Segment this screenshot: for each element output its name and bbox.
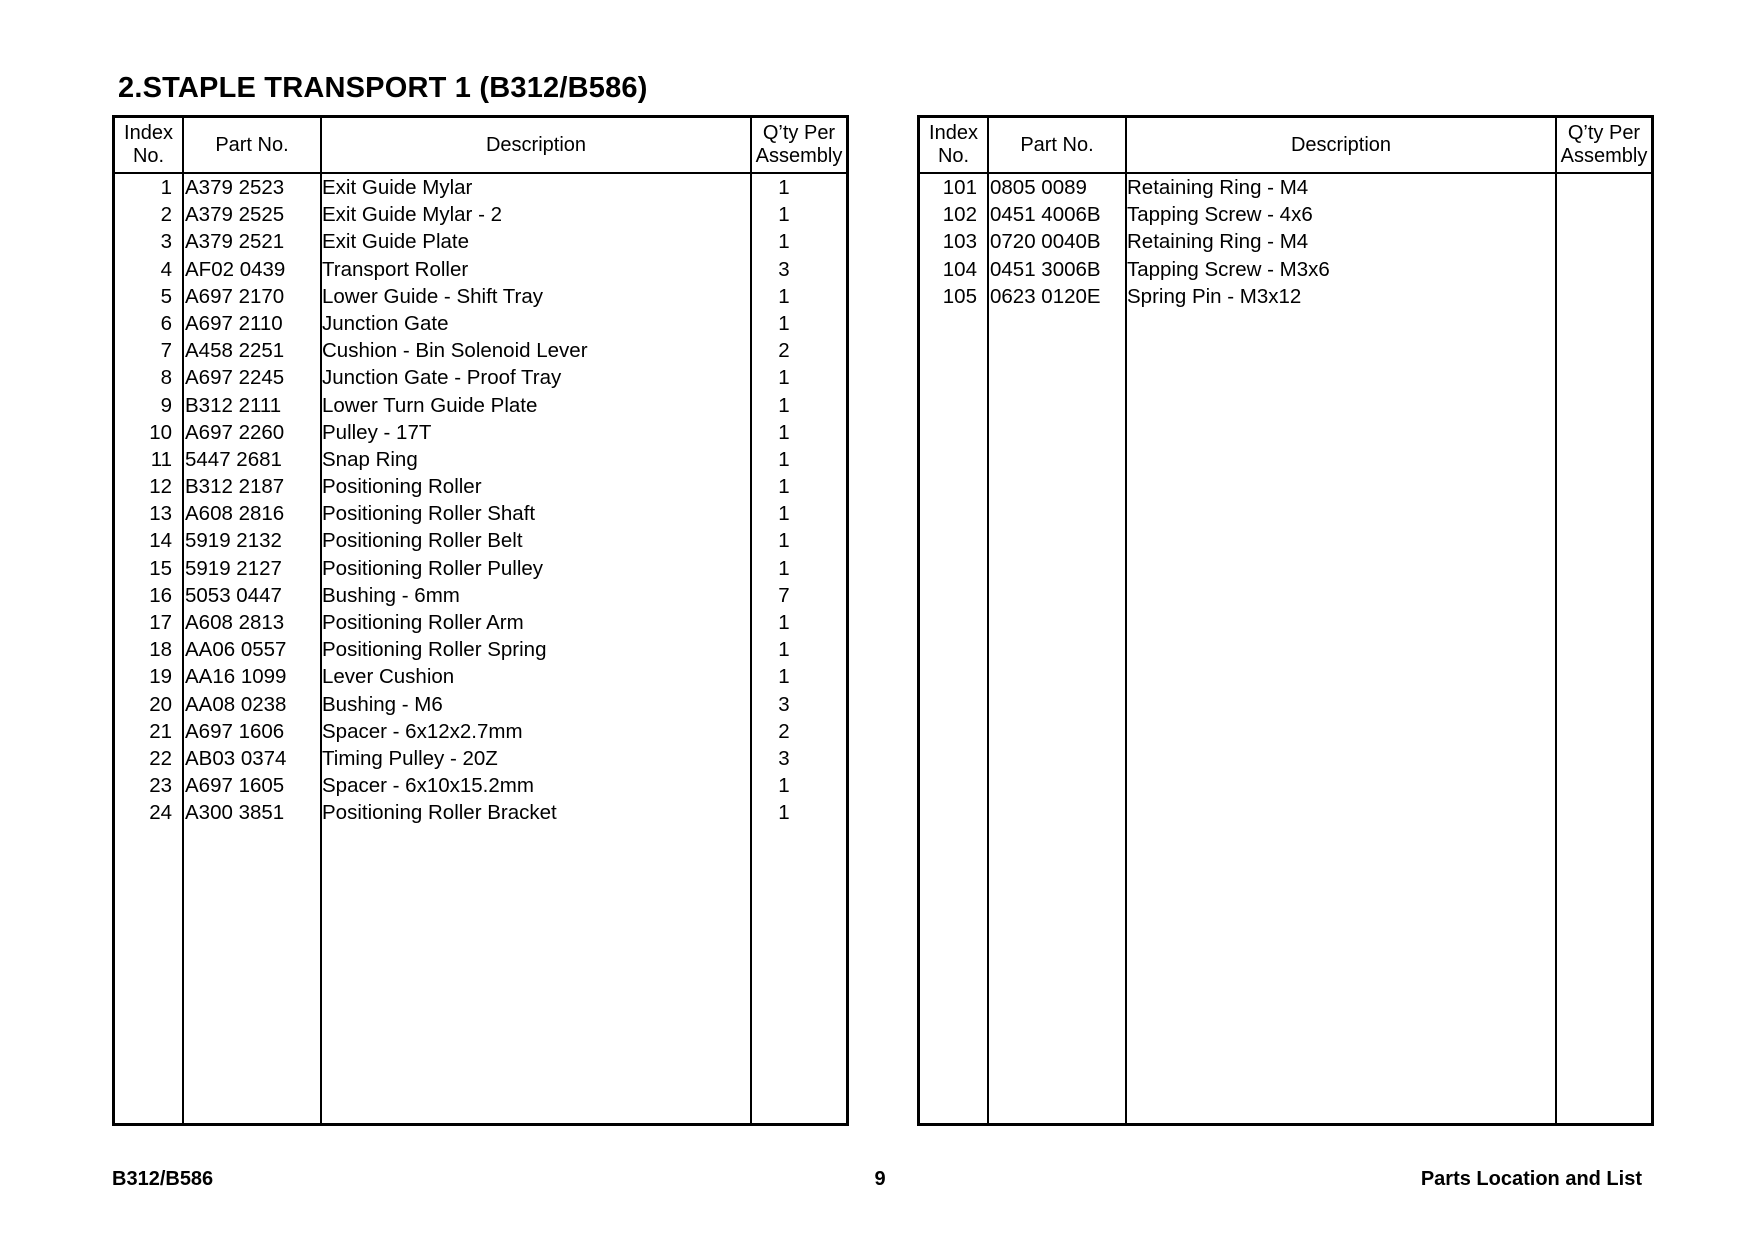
table-row [115, 337, 846, 364]
row-index: 101 [942, 176, 977, 199]
row-part-no: 5447 2681 [185, 447, 282, 471]
row-part-no: 0451 3006B [990, 257, 1101, 281]
header-index [115, 118, 182, 172]
row-index: 5 [160, 284, 172, 308]
row-qty: 1 [778, 176, 790, 199]
row-description: Spring Pin - M3x12 [1127, 284, 1302, 308]
row-description: Positioning Roller Pulley [322, 556, 544, 580]
table-header [920, 118, 1651, 174]
row-description: Lever Cushion [322, 665, 455, 689]
row-part-no: A697 1606 [185, 719, 285, 743]
table-row [115, 691, 846, 718]
header-qty-line2: Assembly [755, 145, 843, 167]
row-description: Exit Guide Mylar [322, 176, 473, 199]
table-row [115, 419, 846, 446]
row-index: 103 [942, 230, 977, 254]
header-index-line2: No. [132, 145, 165, 167]
table-row [115, 392, 846, 419]
row-description: Positioning Roller [322, 475, 482, 499]
table-row [115, 745, 846, 772]
row-description: Bushing - M6 [322, 692, 443, 716]
table-row [115, 446, 846, 473]
row-part-no: AA08 0238 [185, 692, 287, 716]
row-index: 4 [160, 257, 172, 281]
table-row [115, 609, 846, 636]
row-part-no: A379 2521 [185, 230, 285, 254]
row-description: Positioning Roller Shaft [322, 502, 536, 526]
table-row [115, 473, 846, 500]
row-index: 18 [149, 638, 172, 662]
row-qty: 1 [778, 638, 790, 662]
row-part-no: 5919 2132 [185, 529, 282, 553]
row-index: 105 [942, 284, 977, 308]
header-index-line2: No. [937, 145, 970, 167]
row-qty: 1 [778, 529, 790, 553]
table-row [920, 201, 1651, 228]
row-qty [1560, 174, 1618, 201]
row-index: 102 [942, 203, 977, 227]
row-part-no: A608 2816 [185, 502, 285, 526]
table-row [920, 283, 1651, 310]
row-description: Retaining Ring - M4 [1127, 230, 1309, 254]
header-qty-line2: Assembly [1560, 145, 1648, 167]
row-part-no: 5919 2127 [185, 556, 282, 580]
table-row [115, 201, 846, 228]
row-description: Lower Guide - Shift Tray [322, 284, 544, 308]
row-description: Retaining Ring - M4 [1127, 176, 1309, 199]
row-part-no: 0451 4006B [990, 203, 1101, 227]
row-index: 6 [160, 311, 172, 335]
row-qty: 3 [778, 257, 790, 281]
row-qty [1560, 283, 1618, 310]
table-row [115, 799, 846, 826]
row-part-no: 5053 0447 [185, 583, 282, 607]
row-index: 104 [942, 257, 977, 281]
row-qty: 1 [778, 502, 790, 526]
parts-table-right [917, 115, 1654, 1126]
row-description: Cushion - Bin Solenoid Lever [322, 339, 588, 363]
row-qty: 1 [778, 774, 790, 798]
row-description: Timing Pulley - 20Z [322, 746, 498, 770]
row-index: 22 [149, 746, 172, 770]
table-row [920, 228, 1651, 255]
row-qty: 3 [778, 692, 790, 716]
row-qty: 1 [778, 420, 790, 444]
header-index-line1: Index [929, 122, 978, 144]
footer-model: B312/B586 [112, 1168, 214, 1190]
table-header [115, 118, 846, 174]
row-qty: 1 [778, 611, 790, 634]
header-index-line1: Index [124, 122, 173, 144]
header-qty-line1: Q’ty Per [1567, 122, 1641, 144]
table-row [115, 555, 846, 582]
row-description: Positioning Roller Spring [322, 638, 547, 662]
table-row [115, 772, 846, 799]
row-index: 12 [149, 475, 172, 499]
table-row [115, 174, 846, 201]
row-index: 10 [149, 420, 172, 444]
row-index: 7 [160, 339, 172, 363]
row-qty: 2 [778, 719, 790, 743]
row-qty [1560, 256, 1618, 283]
row-part-no: A697 2110 [185, 311, 283, 335]
row-index: 24 [149, 801, 172, 825]
row-index: 20 [149, 692, 172, 716]
footer-section: Parts Location and List [1420, 1168, 1642, 1190]
table-row [115, 718, 846, 745]
row-part-no: B312 2187 [185, 475, 285, 499]
row-qty: 1 [778, 311, 790, 335]
parts-table-left [112, 115, 849, 1126]
row-part-no: A379 2525 [185, 203, 285, 227]
header-qty-line1: Q’ty Per [762, 122, 836, 144]
page-title: 2.STAPLE TRANSPORT 1 (B312/B586) [118, 72, 648, 104]
table-row [115, 663, 846, 690]
row-description: Snap Ring [322, 447, 418, 471]
row-index: 15 [149, 556, 172, 580]
table-row [115, 500, 846, 527]
row-description: Pulley - 17T [322, 420, 432, 444]
row-description: Exit Guide Plate [322, 230, 469, 254]
row-qty: 1 [778, 447, 790, 471]
table-row [115, 256, 846, 283]
row-qty: 3 [778, 746, 790, 770]
row-index: 19 [149, 665, 172, 689]
row-description: Tapping Screw - M3x6 [1127, 257, 1330, 281]
row-part-no: A379 2523 [185, 176, 285, 199]
table-row [115, 364, 846, 391]
row-qty: 7 [778, 583, 790, 607]
row-description: Spacer - 6x10x15.2mm [322, 774, 534, 798]
row-index: 13 [149, 502, 172, 526]
row-index: 14 [149, 529, 172, 553]
row-qty: 1 [778, 366, 790, 390]
row-part-no: AA06 0557 [185, 638, 287, 662]
row-qty: 1 [778, 230, 790, 254]
row-index: 11 [150, 447, 172, 471]
row-index: 3 [160, 230, 172, 254]
table-row [115, 527, 846, 554]
row-qty: 1 [778, 475, 790, 499]
row-part-no: A697 2170 [185, 284, 285, 308]
row-part-no: AF02 0439 [185, 257, 286, 281]
row-part-no: A300 3851 [185, 801, 285, 825]
row-index: 1 [160, 176, 172, 199]
row-qty: 1 [778, 801, 790, 825]
row-part-no: A697 1605 [185, 774, 285, 798]
header-part-no: Part No. [1020, 133, 1094, 156]
table-row [920, 174, 1651, 201]
row-description: Positioning Roller Belt [322, 529, 523, 553]
row-description: Exit Guide Mylar - 2 [322, 203, 502, 227]
header-description: Description [485, 133, 587, 156]
row-part-no: A458 2251 [185, 339, 285, 363]
row-index: 16 [149, 583, 172, 607]
row-description: Bushing - 6mm [322, 583, 460, 607]
row-description: Positioning Roller Bracket [322, 801, 557, 825]
table-body [115, 174, 846, 827]
row-part-no: AA16 1099 [185, 665, 287, 689]
row-index: 17 [149, 611, 172, 634]
row-qty: 1 [778, 284, 790, 308]
table-body [920, 174, 1651, 310]
row-description: Transport Roller [322, 257, 469, 281]
row-index: 9 [160, 393, 172, 417]
row-qty: 1 [778, 393, 790, 417]
row-part-no: A608 2813 [185, 611, 285, 634]
footer-page-number: 9 [874, 1168, 886, 1190]
row-part-no: B312 2111 [185, 393, 282, 417]
row-index: 8 [160, 366, 172, 390]
row-qty [1560, 201, 1618, 228]
header-qty [752, 118, 846, 172]
row-index: 2 [160, 203, 172, 227]
header-index [920, 118, 987, 172]
row-qty: 1 [778, 665, 790, 689]
row-description: Spacer - 6x12x2.7mm [322, 719, 523, 743]
header-description: Description [1290, 133, 1392, 156]
row-qty: 1 [778, 203, 790, 227]
row-part-no: A697 2260 [185, 420, 285, 444]
row-description: Lower Turn Guide Plate [322, 393, 538, 417]
row-qty: 1 [778, 556, 790, 580]
table-row [115, 283, 846, 310]
row-description: Tapping Screw - 4x6 [1127, 203, 1313, 227]
row-description: Positioning Roller Arm [322, 611, 524, 634]
row-description: Junction Gate [322, 311, 449, 335]
row-part-no: 0720 0040B [990, 230, 1101, 254]
row-description: Junction Gate - Proof Tray [322, 366, 562, 390]
row-part-no: A697 2245 [185, 366, 285, 390]
header-qty [1557, 118, 1651, 172]
table-row [115, 310, 846, 337]
row-index: 23 [149, 774, 172, 798]
row-part-no: 0805 0089 [990, 176, 1087, 199]
header-part-no: Part No. [215, 133, 289, 156]
row-part-no: AB03 0374 [185, 746, 287, 770]
table-row [115, 636, 846, 663]
row-part-no: 0623 0120E [990, 284, 1101, 308]
row-qty: 2 [778, 339, 790, 363]
row-index: 21 [149, 719, 172, 743]
table-row [115, 228, 846, 255]
table-row [115, 582, 846, 609]
row-qty [1560, 228, 1618, 255]
table-row [920, 256, 1651, 283]
